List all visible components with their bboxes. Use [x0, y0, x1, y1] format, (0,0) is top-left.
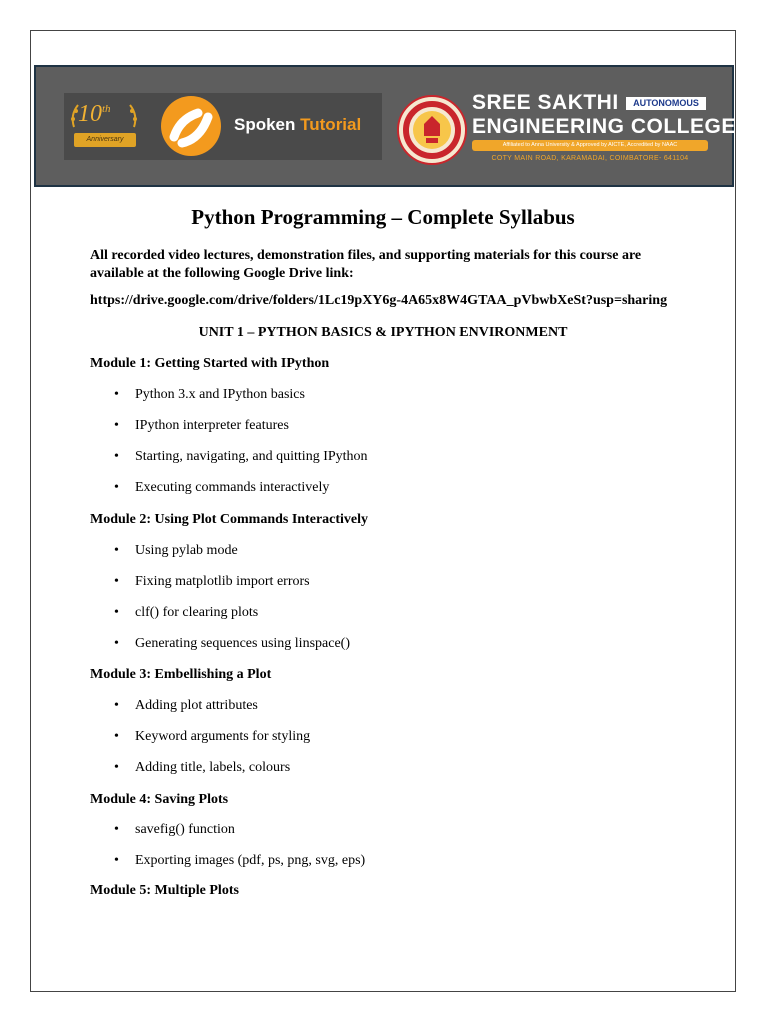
anniversary-suffix: th	[102, 103, 111, 115]
bullet-icon: •	[114, 543, 119, 558]
list-item-text: clf() for clearing plots	[135, 605, 259, 620]
list-item-text: Python 3.x and IPython basics	[135, 387, 305, 402]
module-title: Module 2: Using Plot Commands Interactively	[90, 512, 369, 527]
spoken-tutorial-icon	[160, 95, 222, 157]
module-title: Module 1: Getting Started with IPython	[90, 356, 330, 371]
anniversary-number	[78, 101, 111, 128]
college-name-line2: ENGINEERING COLLEGE	[472, 115, 736, 138]
document-page	[30, 30, 736, 992]
bullet-icon: •	[114, 480, 119, 495]
autonomous-badge: AUTONOMOUS	[626, 97, 706, 110]
bullet-icon: •	[114, 449, 119, 464]
bullet-icon: •	[114, 387, 119, 402]
list-item-text: Exporting images (pdf, ps, png, svg, eps)	[135, 853, 366, 868]
intro-paragraph: All recorded video lectures, demonstration files, and supporting materials for this course are available at the following Google Drive link:	[90, 248, 642, 281]
college-emblem-icon	[396, 94, 468, 166]
list-item-text: Adding title, labels, colours	[135, 760, 291, 775]
module-title: Module 4: Saving Plots	[90, 792, 229, 807]
bullet-icon: •	[114, 574, 119, 589]
bullet-icon: •	[114, 729, 119, 744]
bullet-icon: •	[114, 636, 119, 651]
bullet-icon: •	[114, 822, 119, 837]
list-item-text: IPython interpreter features	[135, 418, 289, 433]
module-title: Module 5: Multiple Plots	[90, 883, 239, 898]
unit-heading: UNIT 1 – PYTHON BASICS & IPYTHON ENVIRONMENT	[198, 325, 568, 340]
spoken-tutorial-name	[234, 115, 361, 135]
bullet-icon: •	[114, 853, 119, 868]
spoken-tutorial-logo-box	[64, 93, 382, 160]
anniversary-badge	[68, 97, 140, 157]
tutorial-word: Tutorial	[300, 115, 362, 134]
bullet-icon: •	[114, 605, 119, 620]
list-item-text: Starting, navigating, and quitting IPython	[135, 449, 368, 464]
spoken-word: Spoken	[234, 115, 296, 134]
bullet-icon: •	[114, 760, 119, 775]
list-item-text: Adding plot attributes	[135, 698, 258, 713]
affiliation-strip: Affiliated to Anna University & Approved by AICTE, Accredited by NAAC	[472, 140, 708, 151]
anniversary-ribbon: Anniversary	[74, 133, 136, 147]
college-address: COTY MAIN ROAD, KARAMADAI, COIMBATORE- 641104	[491, 155, 689, 162]
college-name-line1: SREE SAKTHI	[472, 91, 619, 114]
module-title: Module 3: Embellishing a Plot	[90, 667, 272, 682]
anniversary-number-text: 10	[78, 101, 102, 127]
bullet-icon: •	[114, 418, 119, 433]
list-item-text: Executing commands interactively	[135, 480, 330, 495]
list-item-text: Keyword arguments for styling	[135, 729, 311, 744]
list-item-text: Using pylab mode	[135, 543, 238, 558]
page-title: Python Programming – Complete Syllabus	[191, 205, 575, 229]
header-banner	[34, 65, 734, 187]
list-item-text: Generating sequences using linspace()	[135, 636, 350, 651]
list-item-text: Fixing matplotlib import errors	[135, 574, 310, 589]
drive-link[interactable]: https://drive.google.com/drive/folders/1Lc19pXY6g-4A65x8W4GTAA_pVbwbXeSt?usp=sharing	[90, 293, 668, 308]
list-item-text: savefig() function	[135, 822, 235, 837]
bullet-icon: •	[114, 698, 119, 713]
